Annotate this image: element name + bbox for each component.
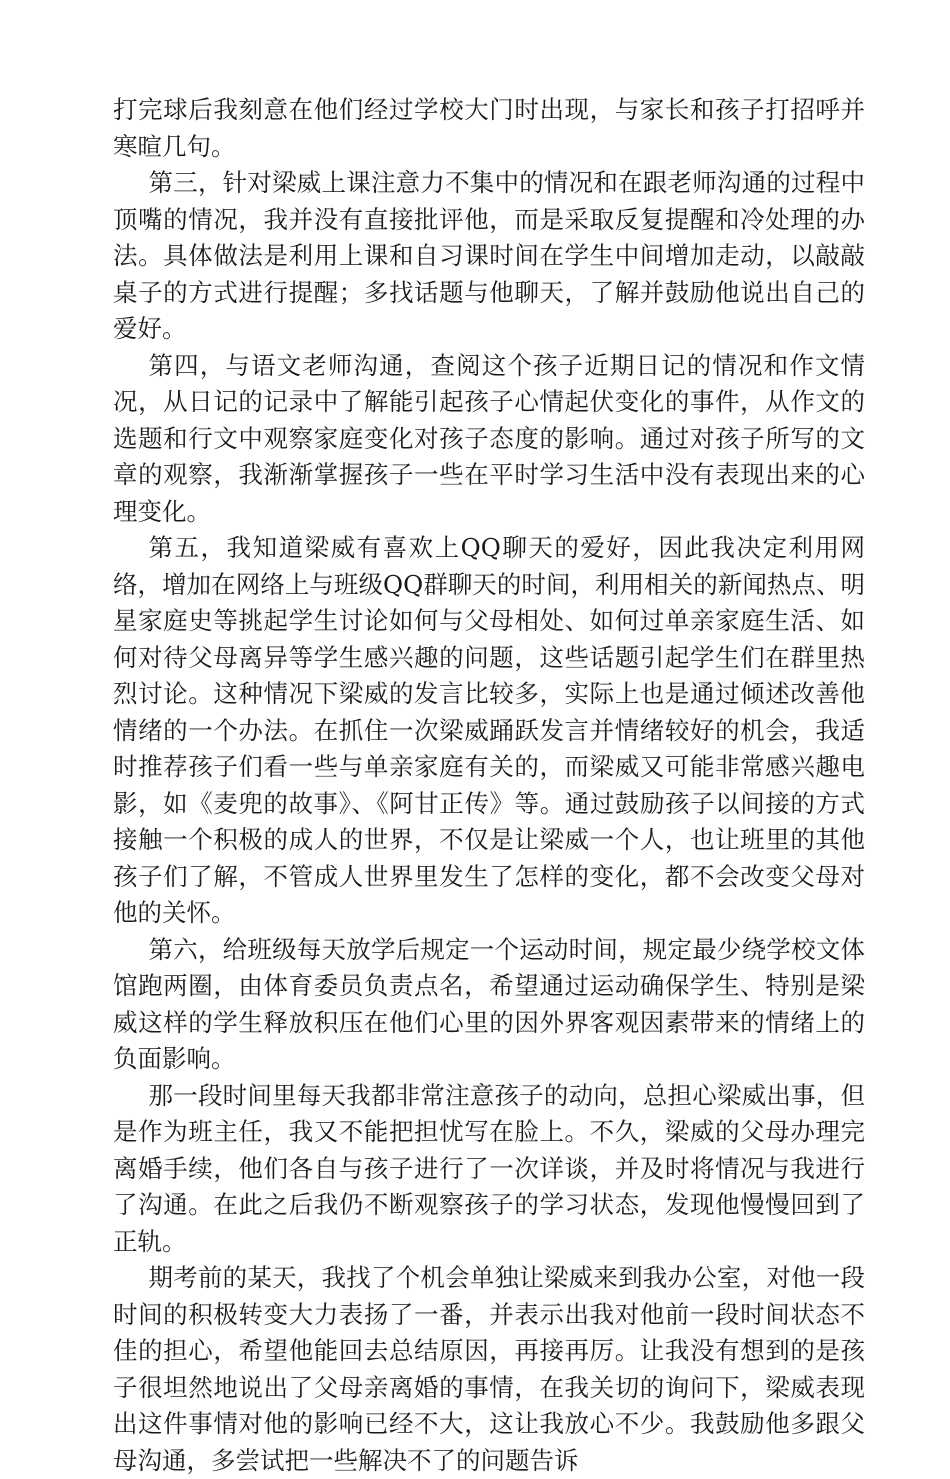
paragraph-continued: 打完球后我刻意在他们经过学校大门时出现，与家长和孩子打招呼并寒暄几句。: [113, 95, 865, 161]
paragraph-sixth-point: 第六，给班级每天放学后规定一个运动时间，规定最少绕学校文体馆跑两圈，由体育委员负责点名，希望通过运动确保学生、特别是梁威这样的学生释放积压在他们心里的因外界客观因素带来的情绪上的负面影响。: [113, 934, 865, 1073]
document-page: [113, 92, 865, 1479]
paragraph-follow-up: 那一段时间里每天我都非常注意孩子的动向，总担心梁威出事，但是作为班主任，我又不能把担忧写在脸上。不久，梁威的父母办理完离婚手续，他们各自与孩子进行了一次详谈，并及时将情况与我进行了沟通。在此之后我仍不断观察孩子的学习状态，发现他慢慢回到了正轨。: [113, 1080, 865, 1256]
paragraph-fourth-point: 第四，与语文老师沟通，查阅这个孩子近期日记的情况和作文情况，从日记的记录中了解能引起孩子心情起伏变化的事件，从作文的选题和行文中观察家庭变化对孩子态度的影响。通过对孩子所写的文章的观察，我渐渐掌握孩子一些在平时学习生活中没有表现出来的心理变化。: [113, 350, 865, 526]
paragraph-exam-conversation: 期考前的某天，我找了个机会单独让梁威来到我办公室，对他一段时间的积极转变大力表扬了一番，并表示出我对他前一段时间状态不佳的担心，希望他能回去总结原因，再接再厉。让我没有想到的是孩子很坦然地说出了父母亲离婚的事情，在我关切的询问下，梁威表现出这件事情对他的影响已经不大，这让我放心不少。我鼓励他多跟父母沟通，多尝试把一些解决不了的问题告诉: [113, 1263, 865, 1475]
paragraph-fifth-point: 第五，我知道梁威有喜欢上QQ聊天的爱好，因此我决定利用网络，增加在网络上与班级QQ群聊天的时间，利用相关的新闻热点、明星家庭史等挑起学生讨论如何与父母相处、如何过单亲家庭生活、如何对待父母离异等学生感兴趣的问题，这些话题引起学生们在群里热烈讨论。这种情况下梁威的发言比较多，实际上也是通过倾述改善他情绪的一个办法。在抓住一次梁威踊跃发言并情绪较好的机会，我适时推荐孩子们看一些与单亲家庭有关的，而梁威又可能非常感兴趣电影，如《麦兜的故事》、《阿甘正传》等。通过鼓励孩子以间接的方式接触一个积极的成人的世界，不仅是让梁威一个人，也让班里的其他孩子们了解，不管成人世界里发生了怎样的变化，都不会改变父母对他的关怀。: [113, 533, 865, 927]
paragraph-third-point: 第三，针对梁威上课注意力不集中的情况和在跟老师沟通的过程中顶嘴的情况，我并没有直接批评他，而是采取反复提醒和冷处理的办法。具体做法是利用上课和自习课时间在学生中间增加走动，以敲敲桌子的方式进行提醒；多找话题与他聊天，了解并鼓励他说出自己的爱好。: [113, 168, 865, 343]
